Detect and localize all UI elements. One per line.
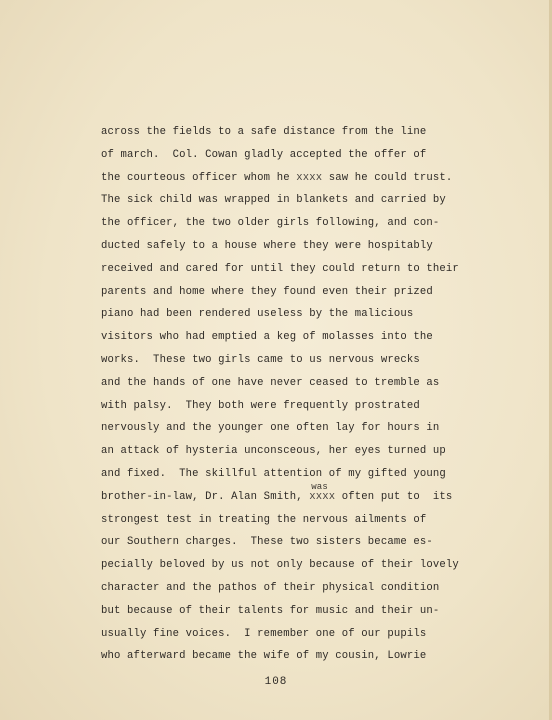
text-line-15: an attack of hysteria unconsceous, her eyes turned up: [101, 445, 446, 458]
text-line-12: and the hands of one have never ceased to tremble as: [101, 376, 440, 389]
text-line-23: usually fine voices. I remember one of our pupils: [101, 627, 427, 640]
page-number: 108: [264, 676, 288, 688]
text-line-3-end: saw he could trust.: [322, 171, 453, 184]
text-line-14: nervously and the younger one often lay for hours in: [101, 422, 440, 435]
text-line-17-end: often put to its: [335, 490, 453, 503]
text-line-8: parents and home where they found even their prized: [101, 285, 433, 298]
text-line-16: and fixed. The skillful attention of my gifted young: [101, 467, 446, 480]
text-line-13: with palsy. They both were frequently prostrated: [101, 399, 420, 412]
text-line-24: who afterward became the wife of my cousin, Lowrie: [101, 650, 427, 663]
text-line-5: the officer, the two older girls following, and con-: [101, 217, 440, 230]
text-line-3-start: the courteous officer whom he: [101, 171, 297, 184]
text-line-10: visitors who had emptied a keg of molasses into the: [101, 331, 433, 344]
text-line-21: character and the pathos of their physical condition: [101, 581, 440, 594]
text-line-4: The sick child was wrapped in blankets and carried by: [101, 194, 446, 207]
text-line-11: works. These two girls came to us nervous wrecks: [101, 353, 420, 366]
text-line-1: across the fields to a safe distance from the line: [101, 126, 427, 138]
text-line-17-start: brother-in-law, Dr. Alan Smith,: [101, 490, 310, 503]
text-line-3: [101, 167, 491, 190]
text-line-9: piano had been rendered useless by the malicious: [101, 308, 414, 321]
inserted-word: was: [311, 481, 328, 492]
text-line-22: but because of their talents for music and their un-: [101, 604, 440, 617]
text-line-18: strongest test in treating the nervous ailments of: [101, 513, 427, 526]
text-line-7: received and cared for until they could return to their: [101, 262, 459, 275]
text-line-19: our Southern charges. These two sisters became es-: [101, 536, 433, 549]
text-line-2: of march. Col. Cowan gladly accepted the offer of: [101, 148, 427, 161]
typed-text-body: [101, 121, 491, 668]
strikeout-mark: xxxx was: [309, 481, 336, 503]
text-line-6: ducted safely to a house where they were hospitably: [101, 239, 433, 252]
text-line-20: pecially beloved by us not only because of their lovely: [101, 559, 459, 572]
strikeout-mark: xxxx: [296, 171, 323, 184]
text-line-17: [101, 481, 491, 509]
